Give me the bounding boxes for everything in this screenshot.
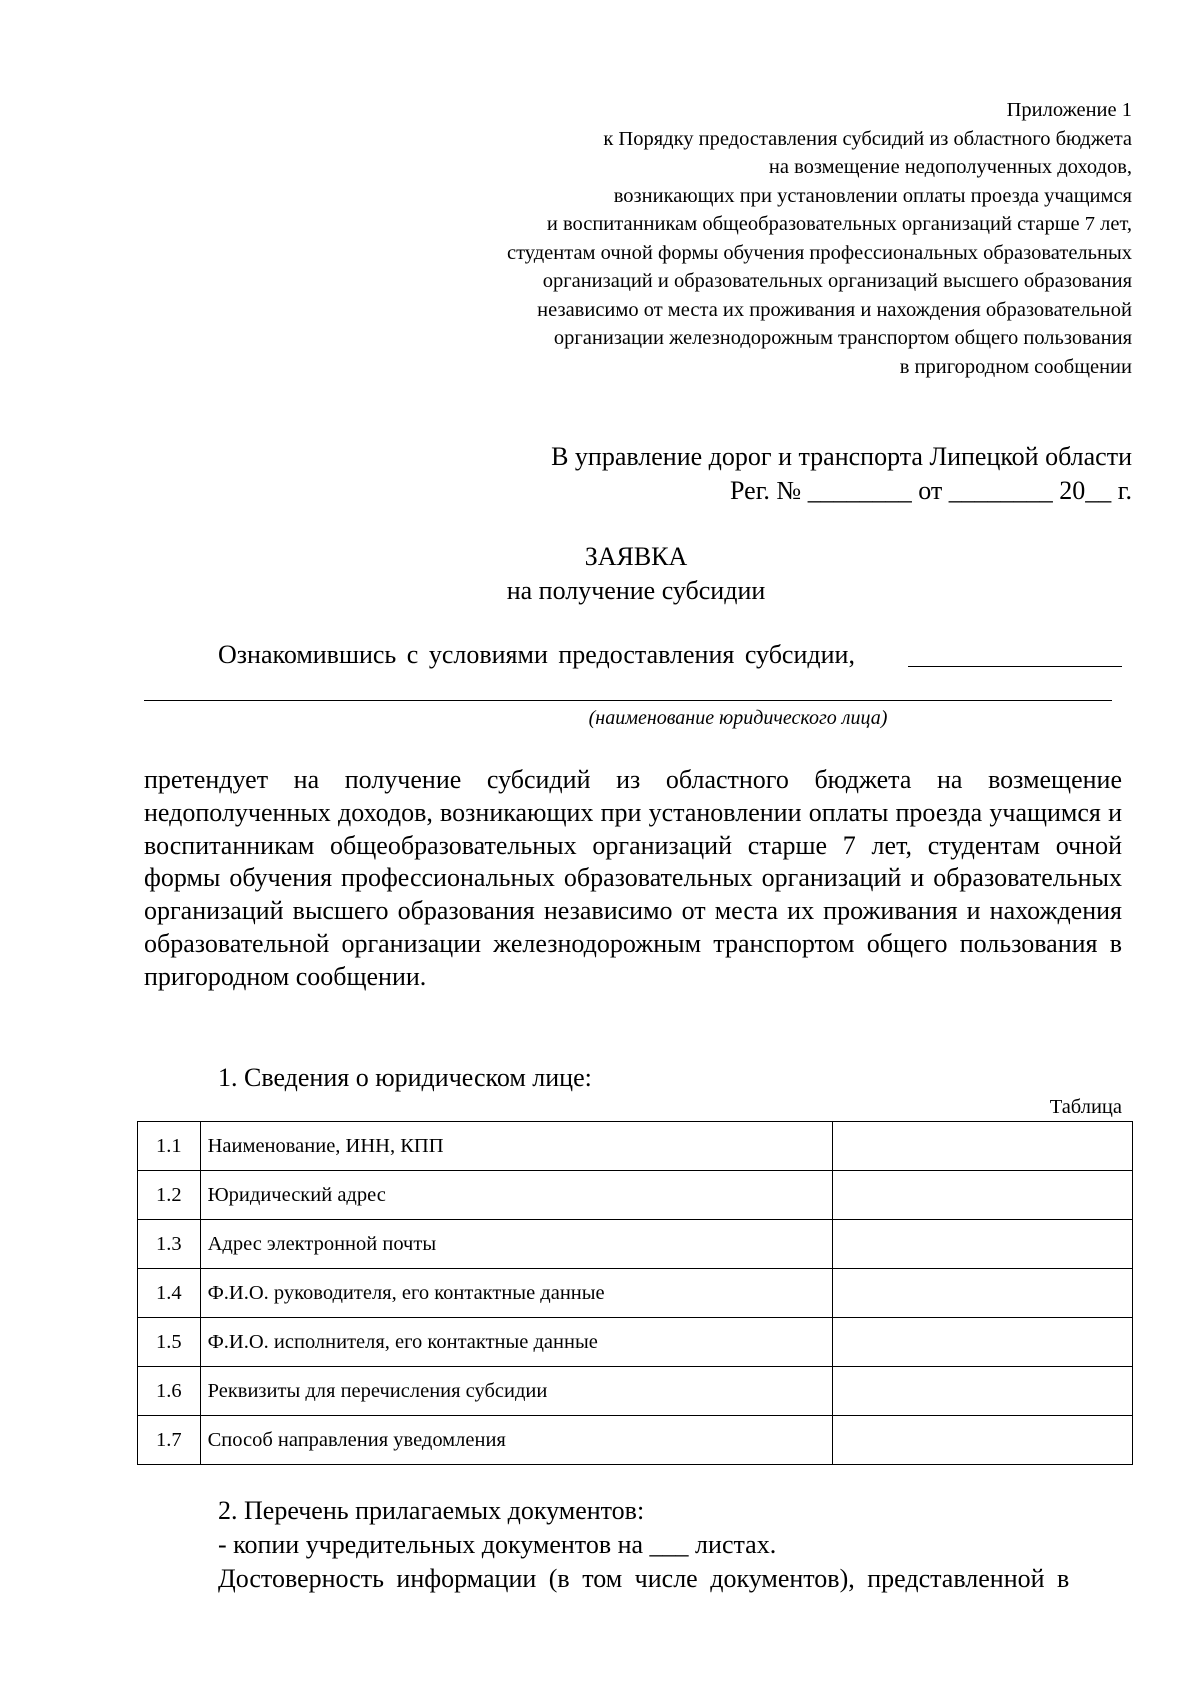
row-label: Способ направления уведомления: [200, 1416, 833, 1465]
reliability-statement: Достоверность информации (в том числе документов), представленной в: [218, 1564, 1070, 1593]
legal-entity-name-line-2: [144, 700, 1112, 701]
row-label: Реквизиты для перечисления субсидии: [200, 1367, 833, 1416]
document-title: ЗАЯВКА: [584, 542, 688, 571]
row-label: Юридический адрес: [200, 1171, 833, 1220]
addressee-to: В управление дорог и транспорта Липецкой области: [551, 442, 1132, 471]
appendix-line: организации железнодорожным транспортом общего пользования: [553, 327, 1132, 349]
body-paragraph: претендует на получение субсидий из областного бюджета на возмещение недополученных доходов, возникающих при установлении оплаты проезда учащимся и воспитанникам общеобразовательных организаций старше 7 лет, студентам очной формы обучения профессиональных образовательных организаций и образовательных организаций высшего образования независимо от места их проживания и нахождения образовательной организации железнодорожным транспортом общего пользования в пригородном сообщении.: [144, 765, 1122, 991]
section-2-heading: 2. Перечень прилагаемых документов:: [218, 1496, 645, 1525]
appendix-line: на возмещение недополученных доходов,: [768, 156, 1132, 178]
row-value-cell: [833, 1318, 1133, 1367]
appendix-line: студентам очной формы обучения профессиональных образовательных: [507, 241, 1132, 264]
table-row: [138, 1220, 1133, 1269]
table-caption: Таблица: [1049, 1096, 1122, 1118]
table-row: [138, 1122, 1133, 1171]
legal-entity-table: [137, 1121, 1133, 1465]
table-row: [138, 1318, 1133, 1367]
table-row: [138, 1171, 1133, 1220]
section-1-heading: 1. Сведения о юридическом лице:: [218, 1063, 592, 1092]
row-label: Ф.И.О. руководителя, его контактные данные: [200, 1269, 833, 1318]
appendix-line: к Порядку предоставления субсидий из областного бюджета: [603, 127, 1132, 150]
row-number: 1.1: [138, 1122, 201, 1171]
row-value-cell: [833, 1416, 1133, 1465]
appendix-line: организаций и образовательных организаций высшего образования: [542, 270, 1132, 292]
legal-entity-caption: (наименование юридического лица): [588, 707, 888, 729]
row-value-cell: [833, 1269, 1133, 1318]
row-value-cell: [833, 1122, 1133, 1171]
legal-entity-name-line-1: [908, 666, 1122, 667]
row-value-cell: [833, 1367, 1133, 1416]
table-row: [138, 1367, 1133, 1416]
appendix-line: и воспитанникам общеобразовательных организаций старше 7 лет,: [546, 213, 1132, 235]
row-number: 1.2: [138, 1171, 201, 1220]
appendix-line: независимо от места их проживания и нахождения образовательной: [537, 298, 1132, 321]
appendix-line: возникающих при установлении оплаты проезда учащимся: [613, 184, 1132, 207]
registration-number: Рег. № ________ от ________ 20__ г.: [730, 476, 1132, 505]
row-label: Адрес электронной почты: [200, 1220, 833, 1269]
section-2: [218, 1494, 1069, 1596]
row-number: 1.5: [138, 1318, 201, 1367]
row-number: 1.7: [138, 1416, 201, 1465]
row-value-cell: [833, 1220, 1133, 1269]
row-number: 1.6: [138, 1367, 201, 1416]
appendix-line: в пригородном сообщении: [899, 355, 1132, 378]
addressee-block: [312, 440, 1132, 508]
attached-documents-item: - копии учредительных документов на ___ листах.: [218, 1530, 777, 1559]
appendix-header: [312, 96, 1132, 381]
row-number: 1.4: [138, 1269, 201, 1318]
document-subtitle: на получение субсидии: [506, 576, 766, 605]
row-label: Ф.И.О. исполнителя, его контактные данные: [200, 1318, 833, 1367]
table-row: [138, 1416, 1133, 1465]
row-value-cell: [833, 1171, 1133, 1220]
row-number: 1.3: [138, 1220, 201, 1269]
row-label: Наименование, ИНН, КПП: [200, 1122, 833, 1171]
table-row: [138, 1269, 1133, 1318]
appendix-line: Приложение 1: [1006, 99, 1132, 121]
intro-text: Ознакомившись с условиями предоставления субсидии,: [218, 640, 855, 669]
